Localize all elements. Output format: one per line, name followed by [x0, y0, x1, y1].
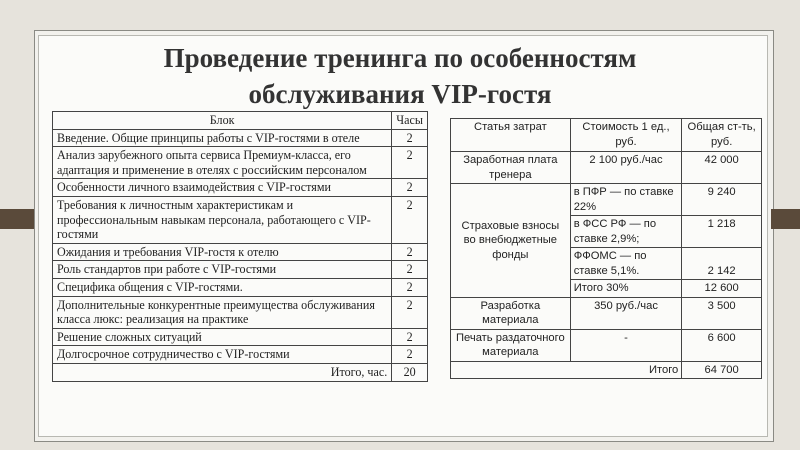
total-cost-cell: 9 240: [682, 184, 762, 216]
table-row: [53, 196, 428, 243]
subtotal-label: Итого 30%: [570, 280, 682, 298]
table-row: [53, 147, 428, 179]
table-row: [53, 261, 428, 279]
header-block: Блок: [53, 112, 392, 130]
table-row: [451, 152, 762, 184]
total-cost-cell: 6 600: [682, 329, 762, 361]
block-cell: Роль стандартов при работе с VIP-гостями: [53, 261, 392, 279]
decorative-band-right: [771, 209, 800, 229]
hours-cell: 2: [392, 346, 428, 364]
total-cost-cell: 42 000: [682, 152, 762, 184]
hours-cell: 2: [392, 261, 428, 279]
table-row: [53, 179, 428, 197]
hours-cell: 2: [392, 179, 428, 197]
total-row: [451, 361, 762, 379]
unit-cost-cell: в ФСС РФ — по ставке 2,9%;: [570, 216, 682, 248]
hours-cell: 2: [392, 129, 428, 147]
header-hours: Часы: [392, 112, 428, 130]
cost-item-cell: Печать раздаточного материала: [451, 329, 571, 361]
header-total-cost: Общая ст-ть, руб.: [682, 119, 762, 152]
table-row: [53, 296, 428, 328]
cost-item-cell: Страховые взносы во внебюджетные фонды: [451, 184, 571, 298]
cost-item-cell: Разработка материала: [451, 297, 571, 329]
block-cell: Требования к личностным характеристикам и профессиональным навыкам персонала, работающего с VIP-гостями: [53, 196, 392, 243]
table-row: [451, 184, 762, 216]
header-cost-item: Статья затрат: [451, 119, 571, 152]
table-row: [451, 329, 762, 361]
grand-total-label: Итого: [451, 361, 682, 379]
total-hours: 20: [392, 363, 428, 381]
block-cell: Особенности личного взаимодействия с VIP-гостями: [53, 179, 392, 197]
hours-cell: 2: [392, 196, 428, 243]
grand-total-value: 64 700: [682, 361, 762, 379]
table-header-row: [451, 119, 762, 152]
training-schedule-table: [52, 111, 428, 382]
header-unit-cost: Стоимость 1 ед., руб.: [570, 119, 682, 152]
table-row: [53, 129, 428, 147]
total-row: [53, 363, 428, 381]
unit-cost-cell: 2 100 руб./час: [570, 152, 682, 184]
title-line-1: Проведение тренинга по особенностям: [163, 43, 637, 73]
block-cell: Решение сложных ситуаций: [53, 328, 392, 346]
table-row: [53, 328, 428, 346]
hours-cell: 2: [392, 278, 428, 296]
hours-cell: 2: [392, 147, 428, 179]
hours-cell: 2: [392, 328, 428, 346]
total-cost-cell: 2 142: [682, 248, 762, 280]
slide-title: [60, 40, 740, 112]
hours-cell: 2: [392, 296, 428, 328]
total-label: Итого, час.: [53, 363, 392, 381]
title-line-2: обслуживания VIP-гостя: [248, 79, 552, 109]
block-cell: Анализ зарубежного опыта сервиса Премиум-класса, его адаптация и применение в отелях с российским персоналом: [53, 147, 392, 179]
unit-cost-cell: -: [570, 329, 682, 361]
total-cost-cell: 12 600: [682, 280, 762, 298]
block-cell: Дополнительные конкурентные преимущества обслуживания класса люкс: реализация на практике: [53, 296, 392, 328]
hours-cell: 2: [392, 243, 428, 261]
cost-item-cell: Заработная плата тренера: [451, 152, 571, 184]
unit-cost-cell: в ПФР — по ставке 22%: [570, 184, 682, 216]
table-row: [451, 297, 762, 329]
block-cell: Специфика общения с VIP-гостями.: [53, 278, 392, 296]
total-cost-cell: 3 500: [682, 297, 762, 329]
cost-table: [450, 118, 762, 379]
table-row: [53, 243, 428, 261]
table-row: [53, 278, 428, 296]
block-cell: Ожидания и требования VIP-гостя к отелю: [53, 243, 392, 261]
table-header-row: [53, 112, 428, 130]
total-cost-cell: 1 218: [682, 216, 762, 248]
unit-cost-cell: 350 руб./час: [570, 297, 682, 329]
unit-cost-cell: ФФОМС — по ставке 5,1%.: [570, 248, 682, 280]
block-cell: Введение. Общие принципы работы с VIP-гостями в отеле: [53, 129, 392, 147]
table-row: [53, 346, 428, 364]
block-cell: Долгосрочное сотрудничество с VIP-гостями: [53, 346, 392, 364]
